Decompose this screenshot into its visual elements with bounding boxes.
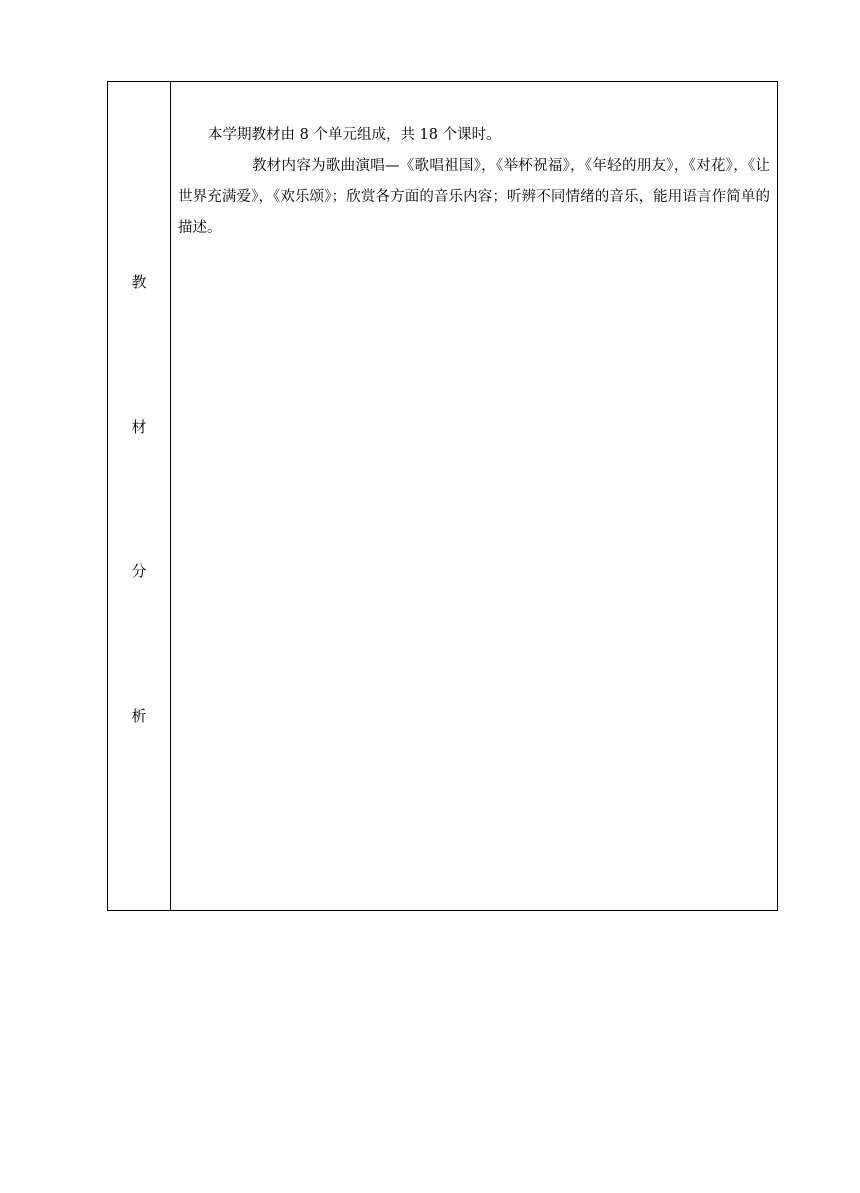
content-cell — [171, 82, 777, 910]
row-label-char-1: 教 — [131, 273, 147, 291]
content-paragraph-2: 教材内容为歌曲演唱—《歌唱祖国》，《举杯祝福》，《年轻的朋友》，《对花》，《让世界充满爱》，《欢乐颂》；欣赏各方面的音乐内容；听辨不同情绪的音乐，能用语言作简单的描述。 — [178, 158, 770, 236]
content-paragraph-1: 本学期教材由 8 个单元组成，共 18 个课时。 — [208, 127, 501, 143]
analysis-table — [107, 81, 778, 911]
row-label-char-4: 析 — [131, 707, 147, 725]
row-label-char-3: 分 — [131, 562, 147, 580]
row-label-char-2: 材 — [131, 418, 147, 436]
